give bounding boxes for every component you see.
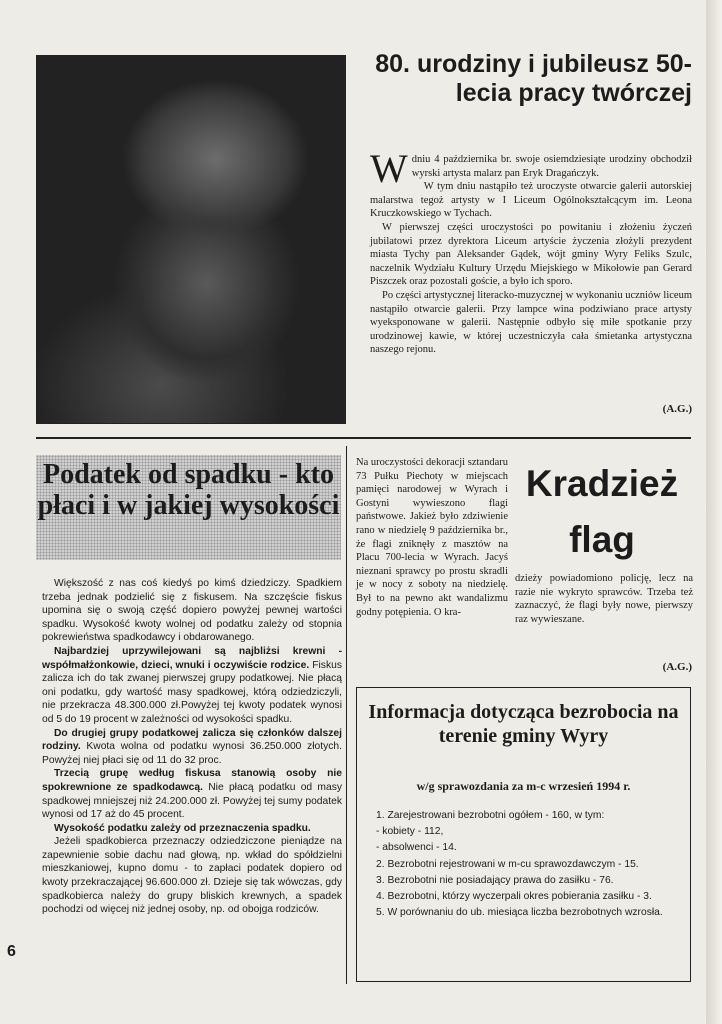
article-1-headline: 80. urodziny i jubileusz 50-lecia pracy twórczej xyxy=(375,50,692,107)
vertical-divider xyxy=(346,446,347,984)
info-box-subtitle: w/g sprawozdania za m-c wrzesień 1994 r. xyxy=(416,779,631,793)
article-2-body xyxy=(42,577,342,917)
article-1-paragraph-text: dniu 4 października br. swoje osiemdziesiąte urodziny obchodził wyrski artysta malarz pan Eryk Dragańczyk. xyxy=(411,154,692,179)
article-3-headline: Kradzież flag xyxy=(525,463,679,560)
info-box-title: Informacja dotycząca bezrobocia na terenie gminy Wyry xyxy=(368,701,679,747)
list-item: 1. Zarejestrowani bezrobotni ogółem - 160, w tym: xyxy=(376,810,605,821)
article-1-paragraph: Po części artystycznej literacko-muzycznej w wykonaniu uczniów liceum nastąpiło otwarcie galerii. Przy lampce wina podziwiano prace artysty wyeksponowane w galerii. Następnie odbyło się miłe spotkanie przy urodzinowej kawie, w której uczestniczyła cała śmietanka artystyczna naszego rejonu. xyxy=(370,289,692,356)
horizontal-divider xyxy=(36,437,691,439)
page-number: 6 xyxy=(7,943,16,960)
article-2-paragraph: Do drugiej grupy podatkowej zalicza się członków dalszej rodziny. Kwota wolna od podatku wynosi 36.250.000 złotych. Powyżej niej płaci się od 11 do 32 proc. xyxy=(42,727,342,766)
list-item: 4. Bezrobotni, którzy wyczerpali okres pobierania zasiłku - 3. xyxy=(376,891,652,903)
article-3-body-column-2: dzieży powiadomiono policję, lecz na razie nie wykryto sprawców. Trzeba też zaznaczyć, że flagi były nowe, pierwszy raz wywieszane. xyxy=(515,573,693,625)
article-2-paragraph: Jeżeli spadkobierca przeznaczy odziedziczone pieniądze na zapewnienie sobie dachu nad głową, np. wkład do spółdzielni mieszkaniowej, kupno domu - to zapłaci podatek dopiero od kwoty przekraczającej 96.600.000 zł. Dzieje się tak wówczas, gdy spadkobierca należy do grupy bliskich krewnych, a spadek pochodzi od więcej niż jednej osoby, np. od obojga rodziców. xyxy=(42,836,342,916)
dropcap-letter: W xyxy=(370,146,408,191)
page-edge xyxy=(706,0,722,1024)
article-3-signature: (A.G.) xyxy=(662,661,692,673)
list-item: 3. Bezrobotni nie posiadający prawa do zasiłku - 76. xyxy=(376,874,614,886)
artist-portrait-photo xyxy=(36,55,346,424)
info-box-list xyxy=(376,809,676,922)
article-2-paragraph: Trzecią grupę według fiskusa stanowią osoby nie spokrewnione ze spadkodawcą. Nie płacą podatku od masy spadkowej mniejszej niż 24.200.000 zł. Powyżej tej sumy podatek wynosi od 17 aż do 45 procent. xyxy=(42,768,342,821)
article-1-paragraph: W tym dniu nastąpiło też uroczyste otwarcie galerii autorskiej malarstwa tegoż artysty w I Liceum Ogólnokształcącym im. Leona Kruczkowskiego w Tychach. xyxy=(370,181,692,220)
article-2-paragraph: Większość z nas coś kiedyś po kimś dziedziczy. Spadkiem trzeba jednak podzielić się z fiskusem. Na szczęście fiskus upomina się o swoją część dopiero powyżej pewnej wartości spadku. Wysokość kwoty wolnej od podatku zależy od stopnia pokrewieństwa spadkodawcy i obdarowanego. xyxy=(42,578,342,644)
article-1-paragraph: W pierwszej części uroczystości po powitaniu i złożeniu życzeń jubilatowi przez dyrektora Liceum artyście życzenia złożyli prezydent miasta Tychy pan Aleksander Gądek, wójt gminy Wyry Feliks Szulc, naczelnik Wydziału Kultury Urzędu Miejskiego w Mikołowie pan Gerard Piszczek oraz pozostali goście, a było ich sporo. xyxy=(370,221,692,288)
list-item: - kobiety - 112, xyxy=(376,826,444,838)
list-item: - absolwenci - 14. xyxy=(376,842,457,854)
article-1-body xyxy=(370,146,692,357)
article-2-headline: Podatek od spadku - kto płaci i w jakiej wysokości xyxy=(37,459,340,521)
article-1-signature: (A.G.) xyxy=(662,403,692,415)
list-item: 5. W porównaniu do ub. miesiąca liczba bezrobotnych wzrosła. xyxy=(376,907,663,919)
article-2-paragraph: Najbardziej uprzywilejowani są najbliżsi krewni - współmałżonkowie, dzieci, wnuki i oczywiście rodzice. Fiskus zalicza ich do tak zwanej pierwszej grupy podatkowej. Nie płacą oni podatku, gdy wartość masy spadkowej, którą odziedziczyli, nie przekracza 48.300.000 zł.Powyżej tej kwoty podatek wynosi od 5 do 19 procent w zależności od wysokości spadku. xyxy=(42,645,342,725)
article-2-paragraph: Wysokość podatku zależy od przeznaczenia spadku. xyxy=(54,822,311,834)
article-1-paragraph xyxy=(370,146,692,191)
article-3-body-column-1: Na uroczystości dekoracji sztandaru 73 Pułku Piechoty w miejscach pamięci narodowej w Wyrach i Gostyni wywieszono flagi państwowe. Jakież było zdziwienie rano w niedzielę 9 października br., że flagi zniknęły z masztów na Placu 700-lecia w Wyrach. Jacyś nieznani sprawcy po prostu skradli je w nocy z soboty na niedzielę. Był to na pewno akt wandalizmu godny potępienia. O kra- xyxy=(356,457,508,618)
list-item: 2. Bezrobotni rejestrowani w m-cu sprawozdawczym - 15. xyxy=(376,858,639,870)
